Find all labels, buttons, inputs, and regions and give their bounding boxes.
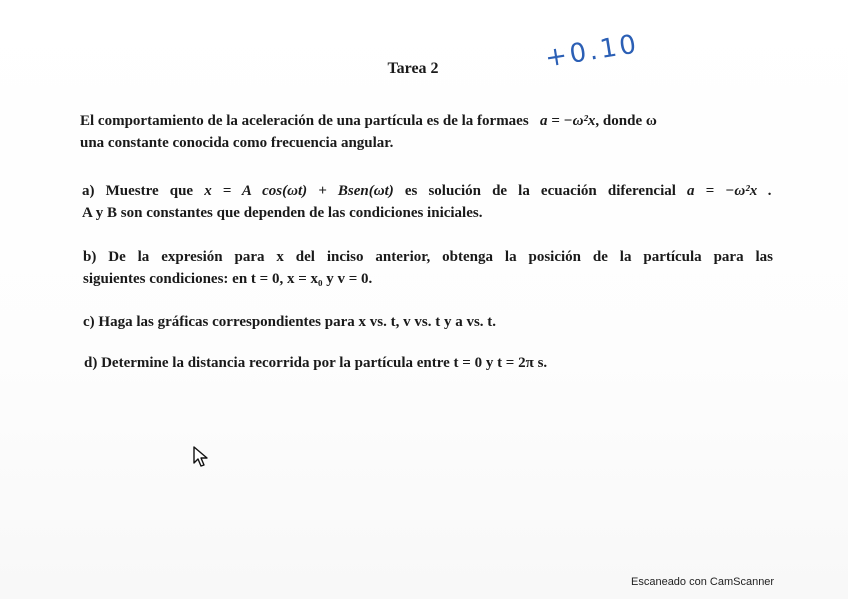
part-a-formula-2: a = −ω²x . [687,183,773,199]
handwritten-grade: +0.10 [543,29,642,74]
intro-text-end: , donde ω [595,113,657,129]
part-d [84,352,774,374]
scanner-watermark: Escaneado con CamScanner [631,576,775,588]
part-a-line-1 [82,180,772,202]
part-a-formula-1: x = A cos(ωt) + Bsen(ωt) [204,183,394,199]
intro-line-2: una constante conocida como frecuencia angular. [80,135,394,151]
part-a-line-2: A y B son constantes que dependen de las condiciones iniciales. [82,205,483,221]
part-d-text: d) Determine la distancia recorrida por la partícula entre t = 0 y t = 2π s. [84,355,548,371]
intro-line-1 [80,110,780,132]
part-a-middle: es solución de la ecuación diferencial [404,183,676,199]
intro-formula: a = −ω²x [539,113,596,129]
part-b-line-2: siguientes condiciones: en t = 0, x = x₀ y v = 0. [83,271,373,287]
part-c [83,311,773,333]
part-a-lead: a) Muestre que [82,183,194,199]
intro-paragraph [80,110,780,154]
mouse-pointer-icon [193,446,209,468]
document-title: Tarea 2 [387,60,439,77]
part-b-line-1: b) De la expresión para x del inciso anterior, obtenga la posición de la partícula para las [83,249,773,265]
intro-text: El comportamiento de la aceleración de una partícula es de la formaes [80,113,529,129]
part-c-text: c) Haga las gráficas correspondientes para x vs. t, v vs. t y a vs. t. [83,314,497,330]
part-b [83,246,773,290]
part-a [82,180,772,224]
